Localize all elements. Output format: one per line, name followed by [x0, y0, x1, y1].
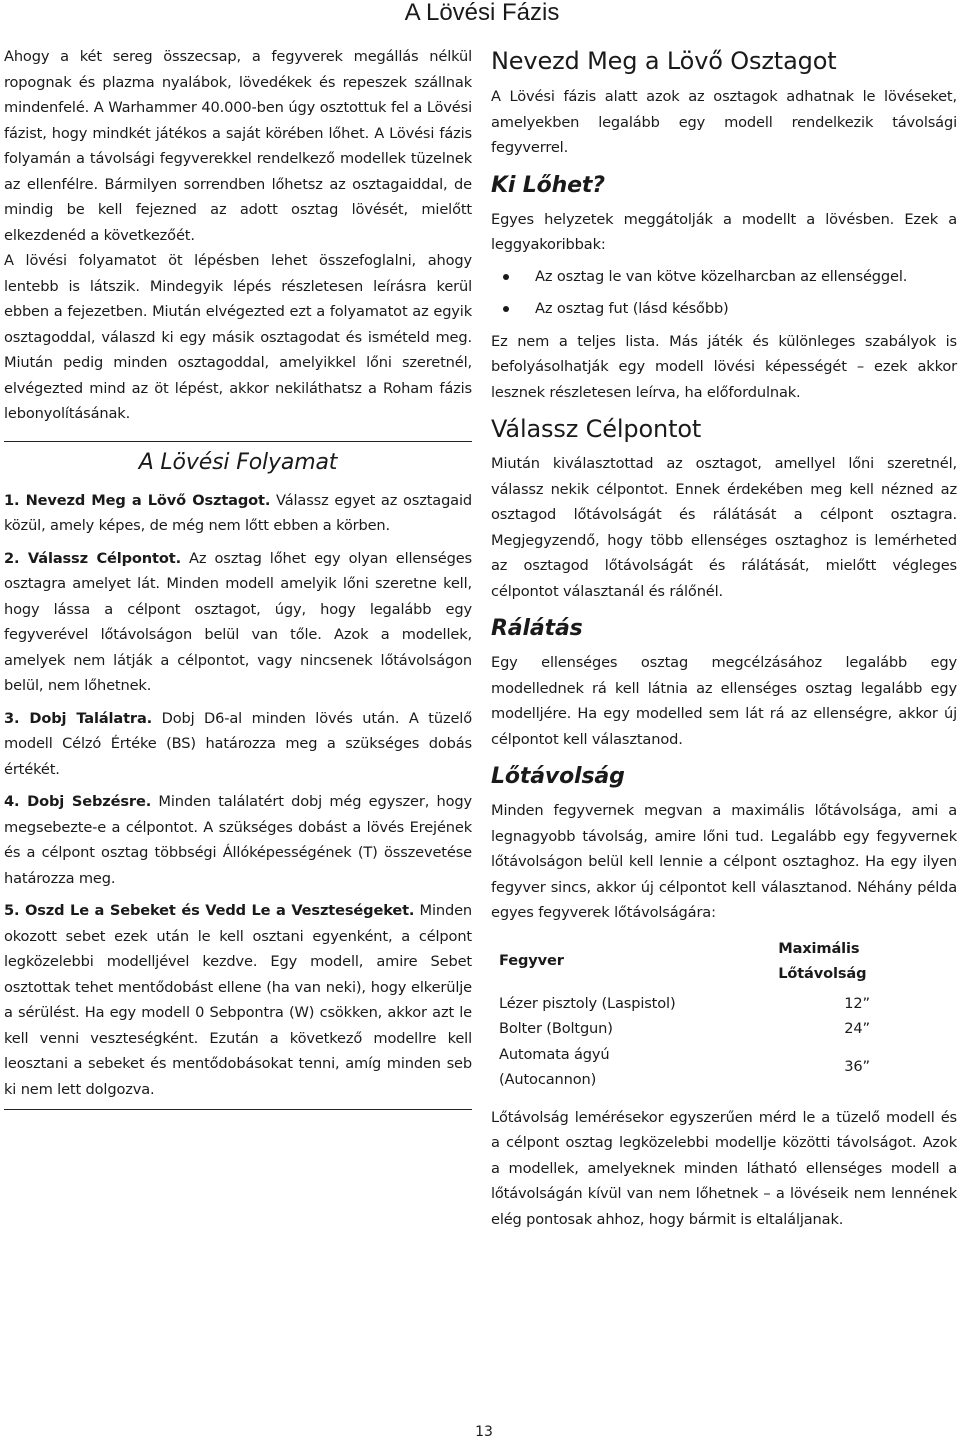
range-text: Minden fegyvernek megvan a maximális lőtávolsága, ami a legnagyobb távolság, amire lőni tud. Legalább egy fegyvernek lőtávolságon belül kell lennie a célpont osztaghoz. Ha egy ilyen fegyver sincs, akkor új célpontot kell választanod. Néhány példa egyes fegyverek lőtávolságára: [491, 802, 957, 921]
step-3-text: Dobj D6-al minden lövés után. A tüzelő modell Célzó Értéke (BS) határozza meg a szükséges dobás értékét. [4, 709, 472, 778]
weapon-range: 24” [844, 1020, 870, 1037]
table-header-row [499, 936, 949, 991]
step-1-title: 1. Nevezd Meg a Lövő Osztagot. [4, 491, 271, 509]
list-item [491, 264, 957, 290]
weapon-range-table [499, 936, 949, 1093]
weapon-range: 36” [844, 1058, 870, 1076]
range-after: Lőtávolság lemérésekor egyszerűen mérd le a tüzelő modell és a célpont osztag legközelebbi modellje közötti távolságot. Azok a modellek, amelyeknek minden látható ellenséges modell a lőtávolságán kívül van nem lőhetnek – a lövéseik nem lennének elég pontosak ahhoz, hogy bármit is eltaláljanak. [491, 1108, 957, 1228]
step-1-text: Válassz egyet az osztagaid közül, amely képes, de még nem lőtt ebben a körben. [4, 491, 472, 534]
section-divider [4, 441, 472, 442]
process-heading: A Lövési Folyamat [138, 449, 338, 475]
choose-target-heading: Válassz Célpontot [491, 415, 702, 443]
step-2-title: 2. Válassz Célpontot. [4, 549, 181, 567]
table-row [499, 991, 949, 1017]
section-end-divider [4, 1109, 472, 1110]
right-column [491, 44, 957, 1232]
step-2 [4, 546, 472, 699]
left-column [4, 44, 472, 1110]
weapon-range: 12” [844, 994, 870, 1012]
line-of-sight-heading: Rálátás [491, 616, 583, 641]
list-item [491, 296, 957, 322]
table-header-weapon: Fegyver [499, 952, 564, 970]
nominate-text: A Lövési fázis alatt azok az osztagok adhatnak le lövéseket, amelyekben legalább egy modell rendelkezik távolsági fegyverrel. [491, 88, 957, 156]
who-can-shoot-list [491, 264, 957, 322]
step-5-text: Minden okozott sebet ezek után le kell osztani egyenként, a célpont legközelebbi modelljével kezdve. Egy modell, amire Sebet osztottak tehet mentődobást ellene (ha van neki), hogy elkerülje a sérülést. Ha egy modell 0 Sebpontra (W) csökken, akkor azt le kell venni veszteségként. Ezután a következő modellre kell leosztani a sebeket és mentődobásokat tenni, amíg minden seb ki nem lett dolgozva. [4, 902, 472, 1098]
who-can-shoot-text: Egyes helyzetek meggátolják a modellt a lövésben. Ezek a leggyakoribbak: [491, 210, 957, 253]
choose-target-text: Miután kiválasztottad az osztagot, amellyel lőni szeretnél, válassz nekik célpontot. Ennek érdekében meg kell nézned az osztagod lőtávolságát és rálátását a célpont osztagra. Megjegyzendő, hogy több ellenséges osztaghoz is lemérheted az osztagod lőtávolságát és rálátását, mielőtt végleges célpontot választanál és rálőnél. [491, 455, 957, 600]
list-item-text: Az osztag fut (lásd később) [535, 300, 729, 317]
list-item-text: Az osztag le van kötve közelharcban az ellenséggel. [535, 267, 908, 285]
who-can-shoot-after: Ez nem a teljes lista. Más játék és különleges szabályok is befolyásolhatják egy modell lövési képességét – ezek akkor lesznek részletesen leírva, ha előfordulnak. [491, 332, 957, 401]
step-1 [4, 488, 472, 539]
step-4 [4, 789, 472, 891]
bullet-icon [503, 274, 509, 280]
page-number: 13 [475, 1424, 493, 1440]
page-title [0, 0, 960, 26]
intro-paragraph-1: Ahogy a két sereg összecsap, a fegyverek megállás nélkül ropognak és plazma nyalábok, lövedékek és repeszek szállnak mindenfelé. A Warhammer 40.000-ben úgy osztottuk fel a Lövési fázist, hogy mindkét játékos a saját körében lőhet. A Lövési fázis folyamán a távolsági fegyverekkel rendelkező modellek tüzelnek az ellenfélre. Bármilyen sorrendben lőhetsz az osztagaiddal, de mindig be kell fejezned az adott osztag lövését, mielőtt elkezdenéd a következőét. [4, 48, 472, 244]
table-row [499, 1016, 949, 1042]
table-header-range: Maximális Lőtávolság [778, 939, 867, 982]
step-3-title: 3. Dobj Találatra. [4, 709, 153, 727]
weapon-name: Lézer pisztoly (Laspistol) [499, 994, 676, 1012]
step-3 [4, 706, 472, 783]
step-4-title: 4. Dobj Sebzésre. [4, 793, 152, 810]
table-row [499, 1042, 949, 1093]
weapon-name: Bolter (Boltgun) [499, 1020, 613, 1037]
line-of-sight-text: Egy ellenséges osztag megcélzásához legalább egy modellednek rá kell látnia az ellenséges osztag legalább egy modelljére. Ha egy modelled sem lát rá az ellenségre, akkor új célpontot kell választanod. [491, 654, 957, 748]
step-2-text: Az osztag lőhet egy olyan ellenséges osztagra amelyet lát. Minden modell amelyik lőni szeretne kell, hogy lássa a célpont osztagot, úgy, hogy legalább egy fegyverével lőtávolságon belül van tőle. Azok a modellek, amelyek nem látják a célpontot, vagy nincsenek lőtávolságon belül, nem lőhetnek. [4, 549, 472, 694]
range-heading: Lőtávolság [491, 764, 625, 789]
weapon-name: Automata ágyú (Autocannon) [499, 1045, 610, 1088]
who-can-shoot-heading: Ki Lőhet? [491, 172, 605, 198]
intro-paragraph-2: A lövési folyamatot öt lépésben lehet összefoglalni, ahogy lentebb is látszik. Mindegyik lépés részletesen leírásra kerül ebben a fejezetben. Miután elvégezted ezt a folyamatot az egyik osztagoddal, válaszd ki egy másik osztagodat és ismételd meg. Miután pedig minden osztagoddal, amelyikkel lőni szeretnél, elvégezted mind az öt lépést, akkor nekiláthatsz a Roham fázis lebonyolításának. [4, 252, 472, 422]
step-5 [4, 898, 472, 1102]
step-5-title: 5. Oszd Le a Sebeket és Vedd Le a Veszteségeket. [4, 902, 415, 919]
nominate-heading: Nevezd Meg a Lövő Osztagot [491, 47, 837, 75]
page-title-text: A Lövési Fázis [404, 0, 560, 26]
step-4-text: Minden találatért dobj még egyszer, hogy megsebezte-e a célpontot. A szükséges dobást a lövés Erejének és a célpont osztag többségi Állóképességének (T) összevetése határozza meg. [4, 793, 472, 887]
bullet-icon [503, 306, 509, 312]
